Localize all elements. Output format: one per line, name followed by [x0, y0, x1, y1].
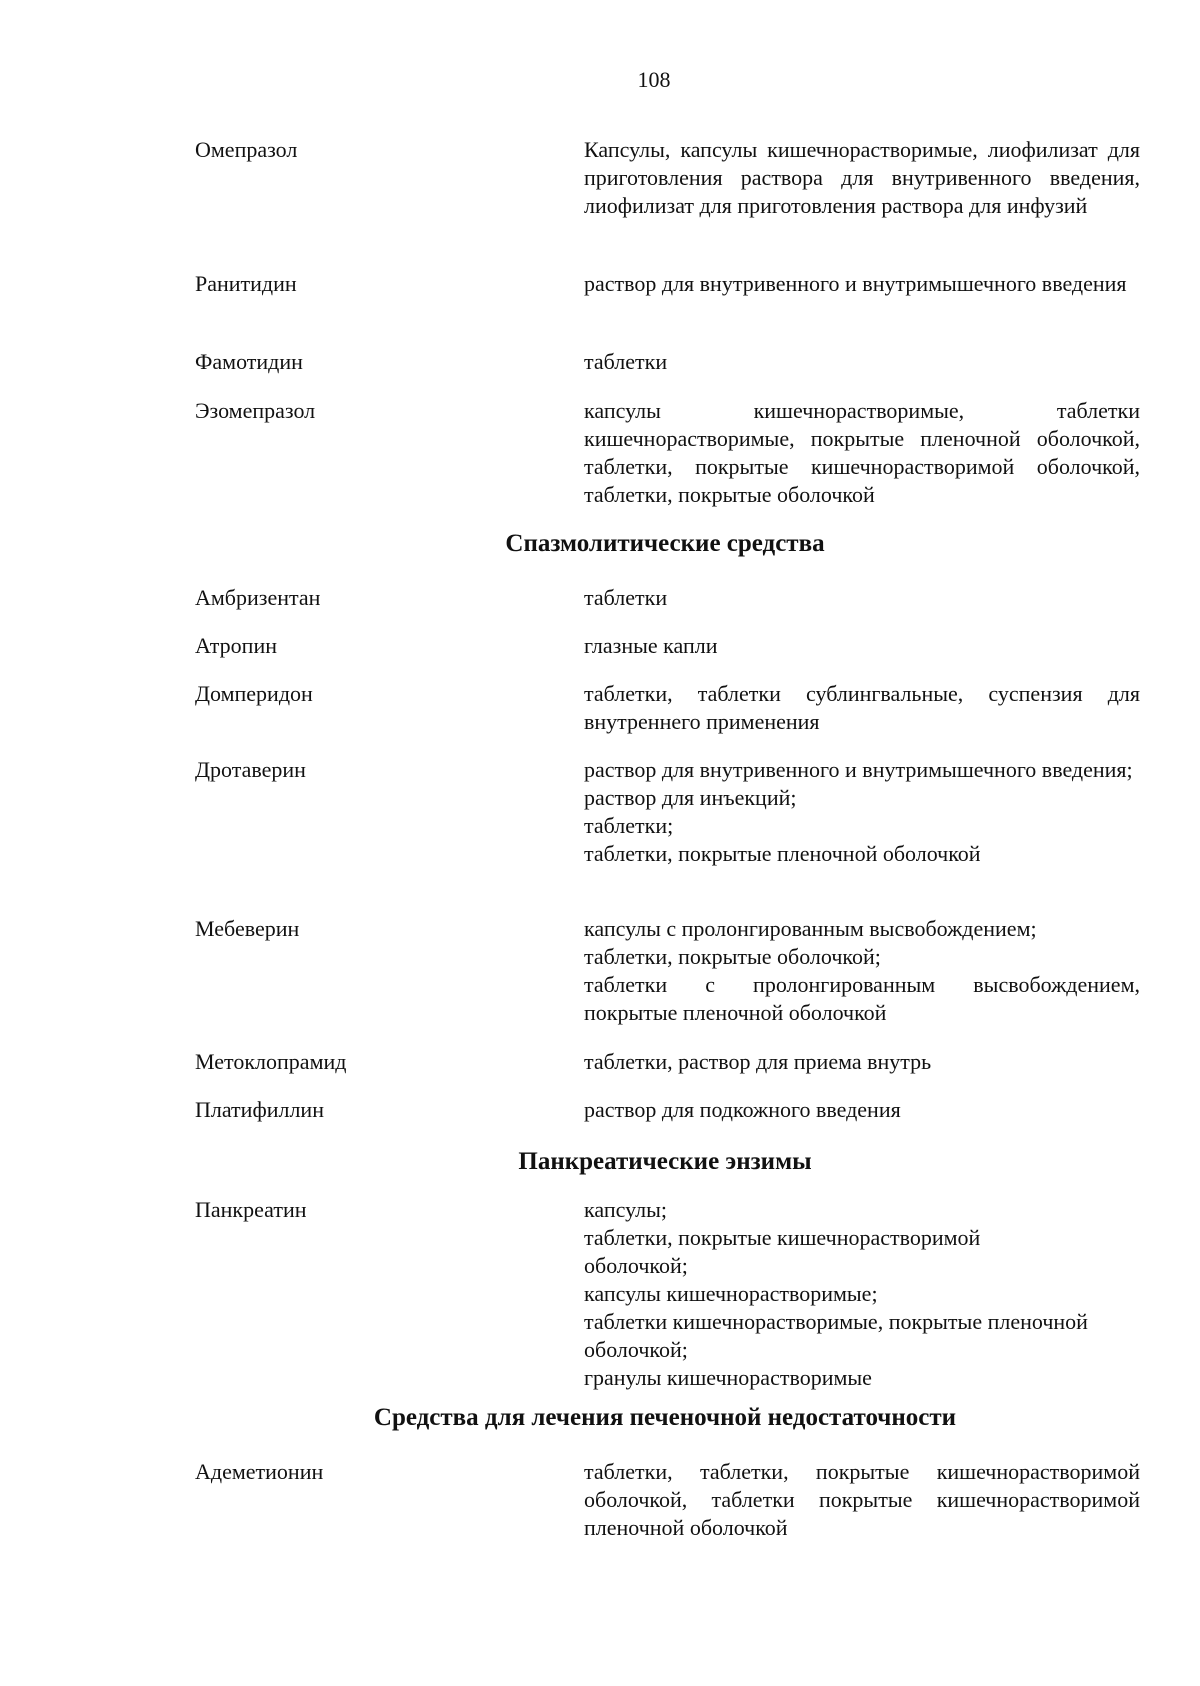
dosage-form: [584, 1048, 1140, 1076]
table-row: [0, 756, 1200, 868]
page-number: 108: [637, 67, 671, 92]
section-heading: Панкреатические энзимы: [518, 1148, 812, 1175]
drug-name: Адеметионин: [195, 1459, 324, 1484]
drug-name: Метоклопрамид: [195, 1049, 347, 1074]
table-row: [0, 1458, 1200, 1542]
table-row: [0, 270, 1200, 298]
drug-name: Фамотидин: [195, 349, 303, 374]
dosage-form-line: таблетки, покрытые оболочкой;: [584, 944, 881, 969]
drug-name: Мебеверин: [195, 916, 300, 941]
table-row: [0, 584, 1200, 612]
dosage-form: [584, 584, 1140, 612]
drug-name: Атропин: [195, 633, 277, 658]
table-row: [0, 680, 1200, 736]
drug-name: Омепразол: [195, 137, 298, 162]
dosage-form-line: раствор для внутривенного и внутримышечного введения;: [584, 757, 1133, 782]
drug-name: Платифиллин: [195, 1097, 324, 1122]
dosage-form-line: Капсулы, капсулы кишечнорастворимые, лиофилизат для приготовления раствора для внутривенного введения, лиофилизат для приготовления раствора для инфузий: [584, 137, 1140, 218]
dosage-form: [584, 1196, 1140, 1392]
dosage-form: [584, 632, 1140, 660]
drug-name: Амбризентан: [195, 585, 321, 610]
drug-name: Ранитидин: [195, 271, 297, 296]
drug-name: Домперидон: [195, 681, 313, 706]
section-heading: Спазмолитические средства: [505, 530, 825, 557]
dosage-form-line: таблетки: [584, 585, 668, 610]
table-row: [0, 397, 1200, 509]
dosage-form: [584, 1458, 1140, 1542]
dosage-form-line: оболочкой;: [584, 1253, 688, 1278]
table-row: [0, 1196, 1200, 1392]
dosage-form-line: капсулы кишечнорастворимые;: [584, 1281, 878, 1306]
dosage-form-line: раствор для инъекций;: [584, 785, 797, 810]
dosage-form-line: таблетки, таблетки сублингвальные, суспензия для внутреннего применения: [584, 681, 1140, 734]
drug-name: Эзомепразол: [195, 398, 316, 423]
dosage-form-line: таблетки с пролонгированным высвобождением, покрытые пленочной оболочкой: [584, 972, 1140, 1025]
dosage-form: [584, 270, 1140, 298]
dosage-form-line: раствор для внутривенного и внутримышечного введения: [584, 271, 1127, 296]
dosage-form-line: капсулы с пролонгированным высвобождением;: [584, 916, 1037, 941]
dosage-form: [584, 136, 1140, 220]
dosage-form-line: капсулы кишечнорастворимые, таблетки кишечнорастворимые, покрытые пленочной оболочкой, таблетки, покрытые кишечнорастворимой оболочкой, таблетки, покрытые оболочкой: [584, 398, 1140, 507]
dosage-form-line: раствор для подкожного введения: [584, 1097, 901, 1122]
dosage-form-line: таблетки, раствор для приема внутрь: [584, 1049, 932, 1074]
dosage-form: [584, 348, 1140, 376]
table-row: [0, 348, 1200, 376]
table-row: [0, 1096, 1200, 1124]
dosage-form-line: гранулы кишечнорастворимые: [584, 1365, 872, 1390]
drug-name: Дротаверин: [195, 757, 306, 782]
dosage-form: [584, 756, 1140, 868]
dosage-form: [584, 397, 1140, 509]
dosage-form-line: таблетки, таблетки, покрытые кишечнорастворимой оболочкой, таблетки покрытые кишечнорастворимой пленочной оболочкой: [584, 1459, 1140, 1540]
dosage-form-line: глазные капли: [584, 633, 718, 658]
dosage-form-line: таблетки кишечнорастворимые, покрытые пленочной оболочкой;: [584, 1309, 1088, 1362]
section-heading: Средства для лечения печеночной недостаточности: [373, 1404, 957, 1431]
table-row: [0, 136, 1200, 220]
dosage-form-line: капсулы;: [584, 1197, 667, 1222]
table-row: [0, 915, 1200, 1027]
drug-name: Панкреатин: [195, 1197, 307, 1222]
table-row: [0, 1048, 1200, 1076]
dosage-form: [584, 680, 1140, 736]
dosage-form-line: таблетки, покрытые кишечнорастворимой: [584, 1225, 981, 1250]
dosage-form: [584, 915, 1140, 1027]
dosage-form-line: таблетки;: [584, 813, 674, 838]
dosage-form-line: таблетки, покрытые пленочной оболочкой: [584, 841, 981, 866]
dosage-form-line: таблетки: [584, 349, 668, 374]
dosage-form: [584, 1096, 1140, 1124]
table-row: [0, 632, 1200, 660]
